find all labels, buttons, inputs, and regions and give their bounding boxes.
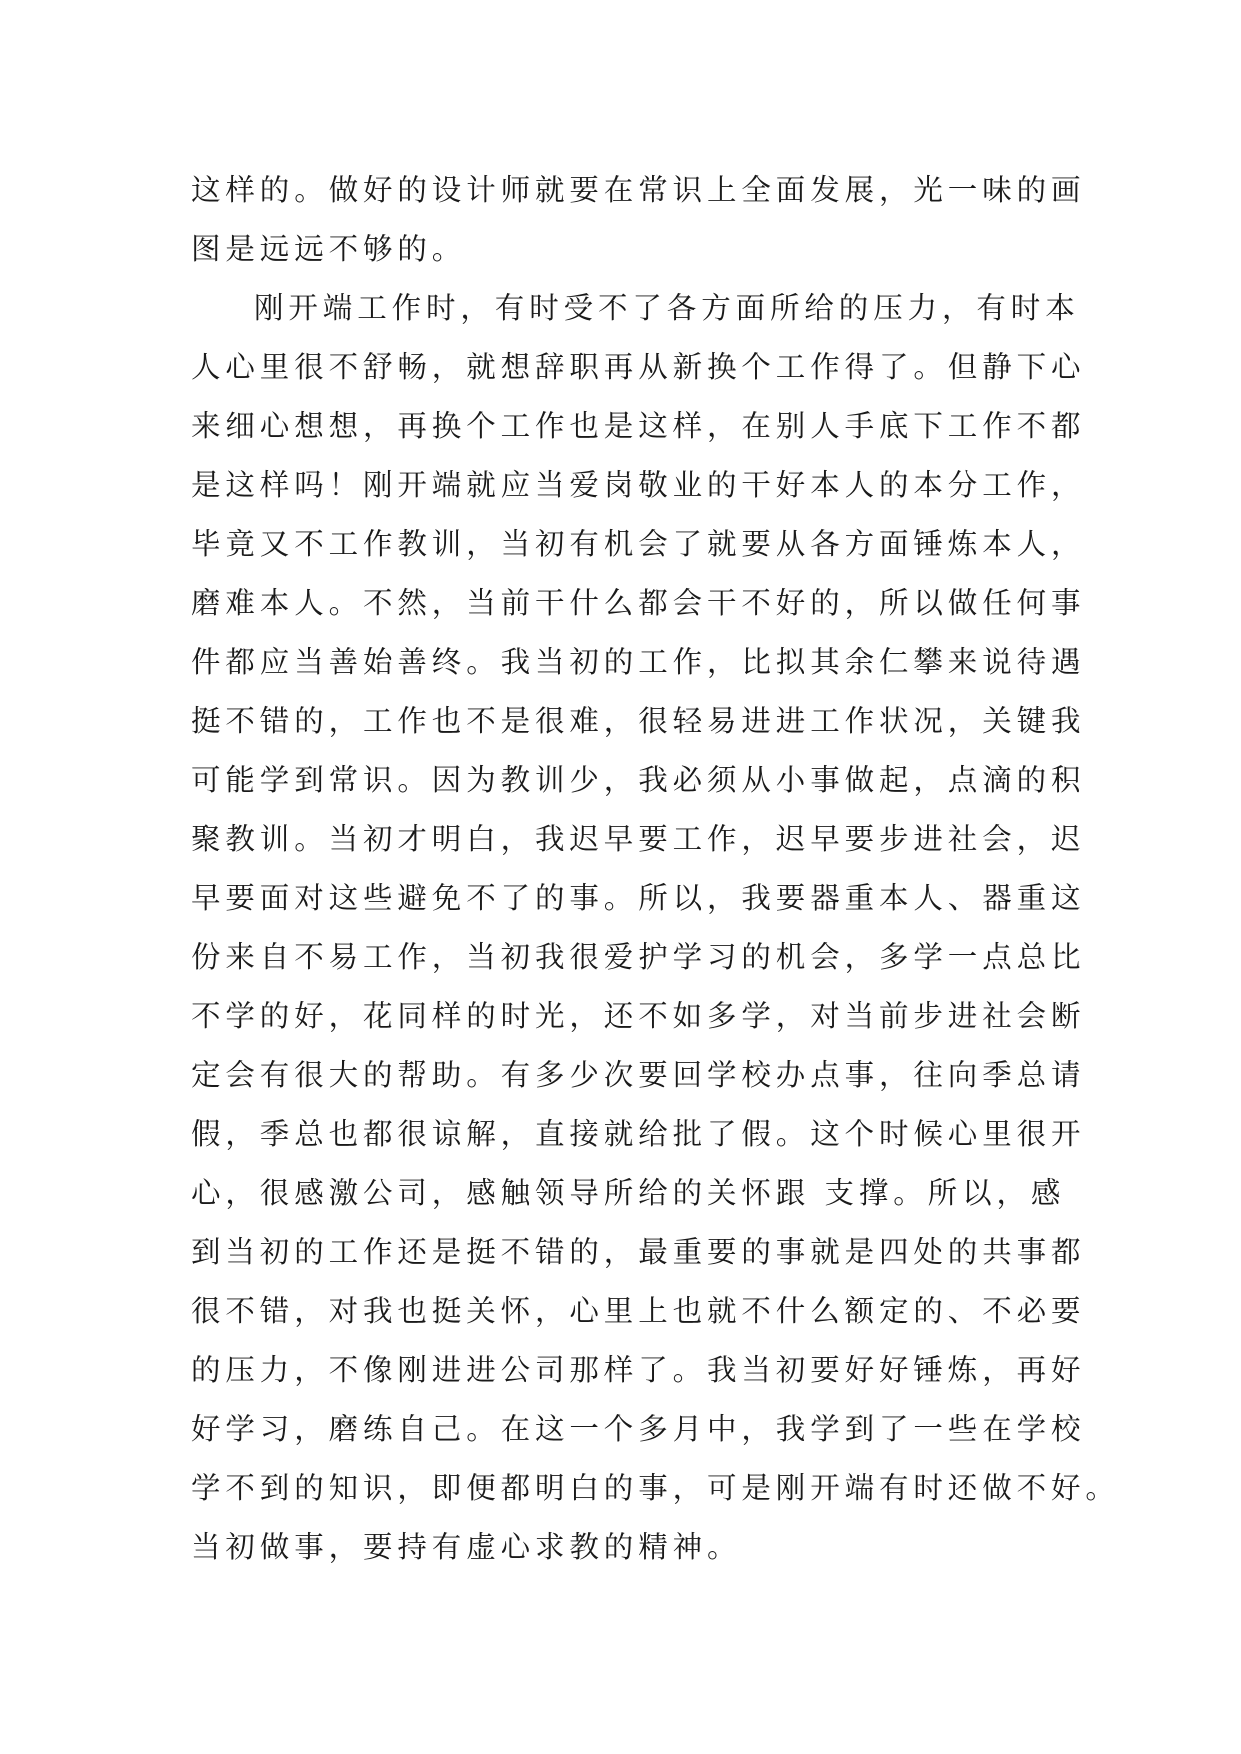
text-line: 是这样吗！刚开端就应当爱岗敬业的干好本人的本分工作， bbox=[191, 468, 1086, 502]
text-line: 当初做事，要持有虚心求教的精神。 bbox=[191, 1530, 742, 1564]
text-line: 磨难本人。不然，当前干什么都会干不好的，所以做任何事 bbox=[191, 586, 1086, 620]
text-line: 到当初的工作还是挺不错的，最重要的事就是四处的共事都 bbox=[191, 1235, 1086, 1269]
text-line: 假，季总也都很谅解，直接就给批了假。这个时候心里很开 bbox=[191, 1117, 1086, 1151]
text-line: 件都应当善始善终。我当初的工作，比拟其余仁攀来说待遇 bbox=[191, 645, 1086, 679]
text-line: 很不错，对我也挺关怀，心里上也就不什么额定的、不必要 bbox=[191, 1294, 1086, 1328]
text-line: 聚教训。当初才明白，我迟早要工作，迟早要步进社会，迟 bbox=[191, 822, 1086, 856]
text-line: 心，很感激公司，感触领导所给的关怀跟 支撑。所以，感 bbox=[191, 1176, 1066, 1210]
text-line: 可能学到常识。因为教训少，我必须从小事做起，点滴的积 bbox=[191, 763, 1086, 797]
text-line: 毕竟又不工作教训，当初有机会了就要从各方面锤炼本人， bbox=[191, 527, 1086, 561]
text-line: 的压力，不像刚进进公司那样了。我当初要好好锤炼，再好 bbox=[191, 1353, 1086, 1387]
text-line: 这样的。做好的设计师就要在常识上全面发展，光一味的画 bbox=[191, 173, 1086, 207]
text-line: 人心里很不舒畅，就想辞职再从新换个工作得了。但静下心 bbox=[191, 350, 1086, 384]
document-body bbox=[191, 161, 1120, 1577]
text-line: 图是远远不够的。 bbox=[191, 232, 467, 266]
text-line: 定会有很大的帮助。有多少次要回学校办点事，往向季总请 bbox=[191, 1058, 1086, 1092]
text-line: 学不到的知识，即便都明白的事，可是刚开端有时还做不好。 bbox=[191, 1471, 1120, 1505]
text-line: 不学的好，花同样的时光，还不如多学，对当前步进社会断 bbox=[191, 999, 1086, 1033]
text-line: 来细心想想，再换个工作也是这样，在别人手底下工作不都 bbox=[191, 409, 1086, 443]
text-line: 份来自不易工作，当初我很爱护学习的机会，多学一点总比 bbox=[191, 940, 1086, 974]
text-line: 好学习，磨练自己。在这一个多月中，我学到了一些在学校 bbox=[191, 1412, 1086, 1446]
paragraph-first-line: 刚开端工作时，有时受不了各方面所给的压力，有时本 bbox=[254, 291, 1080, 325]
text-line: 挺不错的，工作也不是很难，很轻易进进工作状况，关键我 bbox=[191, 704, 1086, 738]
text-line: 早要面对这些避免不了的事。所以，我要器重本人、器重这 bbox=[191, 881, 1086, 915]
